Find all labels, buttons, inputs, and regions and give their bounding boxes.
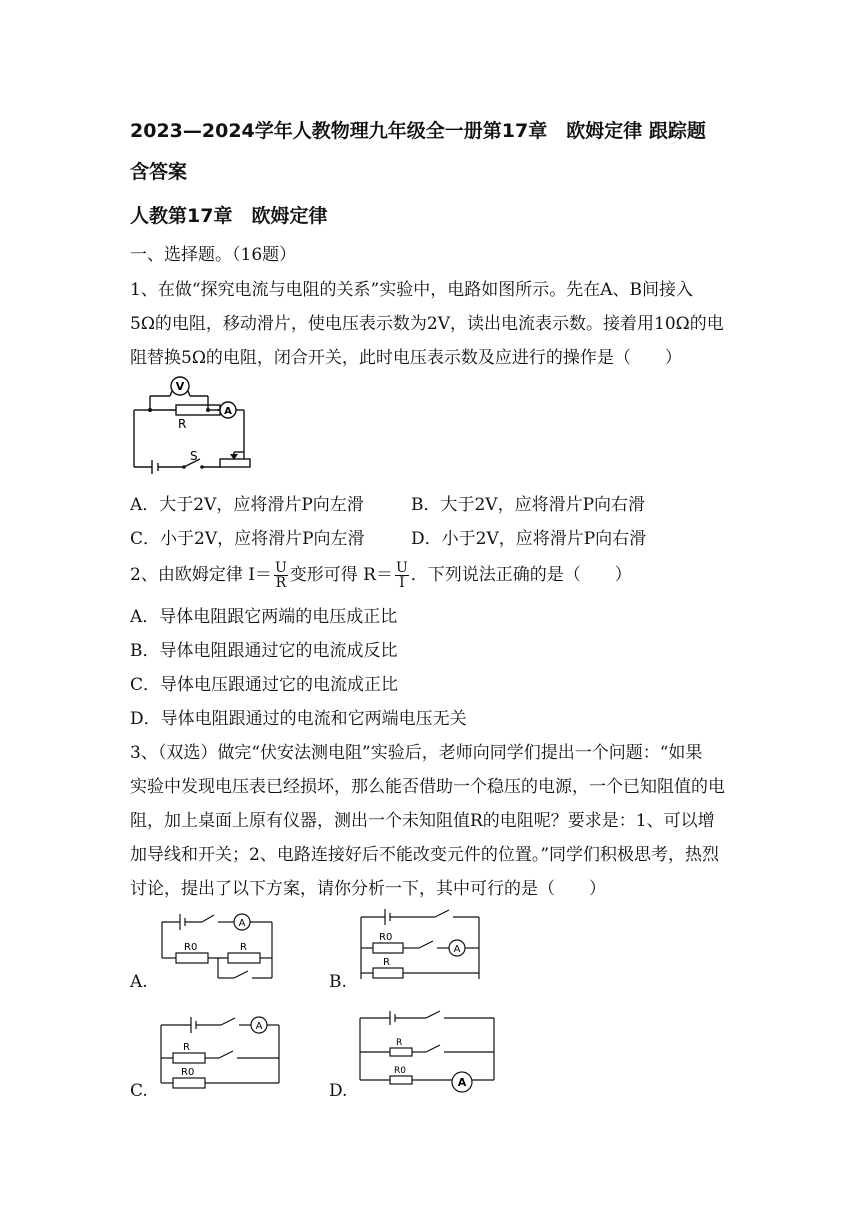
q1-circuit-figure	[130, 374, 255, 476]
r0-label: R0	[181, 1067, 195, 1078]
chapter-heading: 人教第17章 欧姆定律	[130, 205, 328, 227]
q2-stem	[130, 561, 632, 590]
q1-option-a: A．大于2V，应将滑片P向左滑	[130, 495, 364, 515]
q1-line: 5Ω的电阻，移动滑片，使电压表示数为2V，读出电流表示数。接着用10Ω的电	[130, 314, 724, 334]
q2-prefix: 2、由欧姆定律 I＝	[130, 565, 272, 585]
doc-title-line1: 2023—2024学年人教物理九年级全一册第17章 欧姆定律 跟踪题	[130, 120, 706, 142]
q1-line: 1、在做“探究电流与电阻的关系”实验中，电路如图所示。先在A、B间接入	[130, 280, 693, 300]
q1-circuit-svg	[130, 374, 255, 476]
ammeter-label: A	[453, 944, 461, 955]
r0-label: R0	[379, 932, 393, 943]
r0-label: R0	[394, 1066, 406, 1076]
q3-circuit-d	[356, 1008, 501, 1098]
q3-fig-c-label: C.	[130, 1081, 148, 1101]
q3-line: 3、（双选）做完“伏安法测电阻”实验后，老师向同学们提出一个问题：“如果	[130, 743, 703, 763]
r-label: R	[240, 942, 247, 953]
q2-option: D．导体电阻跟通过的电流和它两端电压无关	[130, 709, 467, 729]
r0-label: R0	[184, 942, 198, 953]
formula-fraction: $\frac{U}{I}$	[395, 560, 408, 591]
q3-fig-d-label: D.	[329, 1081, 348, 1101]
q3-line: 讨论，提出了以下方案，请你分析一下，其中可行的是（ ）	[130, 879, 606, 899]
q2-option: B．导体电阻跟通过它的电流成反比	[130, 641, 398, 661]
section-heading: 一、选择题。（16题）	[130, 245, 297, 265]
q3-circuit-b	[355, 903, 485, 985]
r-label: R	[183, 1042, 190, 1053]
q3-line: 实验中发现电压表已经损坏，那么能否借助一个稳压的电源，一个已知阻值的电	[130, 777, 725, 797]
ammeter-label: A	[255, 1021, 263, 1032]
r-label: R	[383, 957, 390, 968]
q3-line: 阻，加上桌面上原有仪器，测出一个未知阻值R的电阻呢？要求是：1、可以增	[130, 811, 715, 831]
ammeter-label: A	[457, 1076, 467, 1089]
formula-fraction: $\frac{U}{R}$	[274, 560, 287, 591]
q2-middle: 变形可得 R＝	[289, 565, 393, 585]
q1-line: 阻替换5Ω的电阻，闭合开关，此时电压表示数及应进行的操作是（ ）	[130, 348, 682, 368]
q1-option-c: C．小于2V，应将滑片P向左滑	[130, 529, 365, 549]
q2-option: C．导体电压跟通过它的电流成正比	[130, 675, 399, 695]
q3-circuit-a	[158, 906, 278, 988]
r-label: R	[396, 1038, 403, 1048]
q1-option-d: D．小于2V，应将滑片P向右滑	[411, 529, 647, 549]
resistor-label: R	[178, 417, 187, 431]
q2-suffix: ．下列说法正确的是（ ）	[410, 565, 632, 585]
switch-label: S	[190, 449, 198, 463]
q3-fig-a-label: A.	[130, 972, 148, 992]
ammeter-label: A	[224, 406, 232, 417]
q3-line: 加导线和开关；2、电路连接好后不能改变元件的位置。”同学们积极思考，热烈	[130, 845, 720, 865]
doc-title-line2: 含答案	[130, 161, 188, 183]
q1-option-b: B．大于2V，应将滑片P向右滑	[411, 495, 646, 515]
q3-circuit-c	[155, 1013, 285, 1095]
q3-fig-b-label: B.	[329, 972, 347, 992]
ammeter-label: A	[238, 918, 246, 929]
voltmeter-label: V	[175, 380, 185, 393]
q2-option: A．导体电阻跟它两端的电压成正比	[130, 607, 398, 627]
